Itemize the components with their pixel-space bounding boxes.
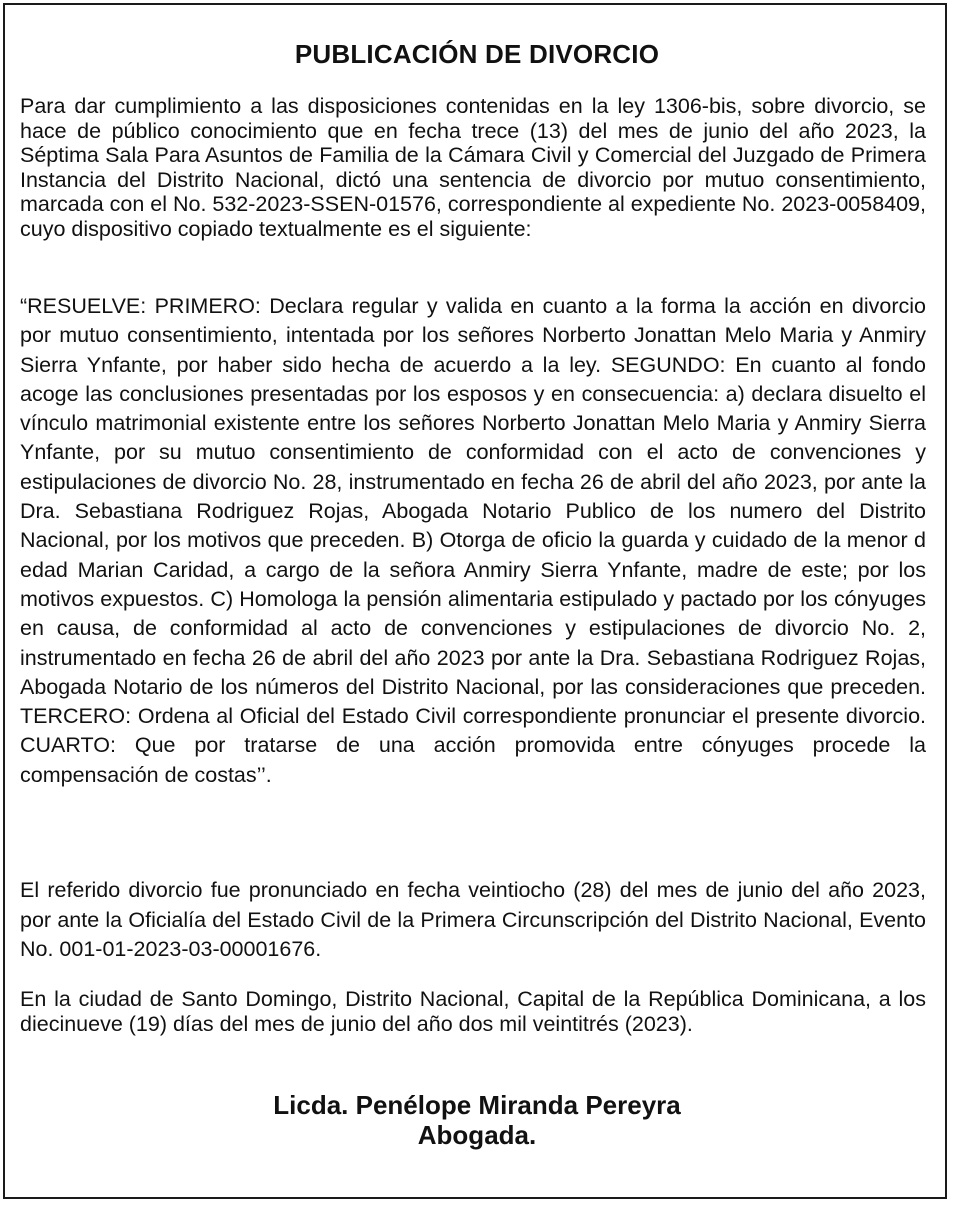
- signature-block: [0, 1090, 954, 1150]
- signature-name: Licda. Penélope Miranda Pereyra: [273, 1090, 681, 1120]
- signature-role: Abogada.: [417, 1120, 537, 1150]
- intro-paragraph: Para dar cumplimiento a las disposiciones contenidas en la ley 1306-bis, sobre divorcio, se hace de público conocimiento que en fecha trece (13) del mes de junio del año 2023, la Séptima Sala Para Asuntos de Familia de la Cámara Civil y Comercial del Juzgado de Primera Instancia del Distrito Nacional, dictó una sentencia de divorcio por mutuo consentimiento, marcada con el No. 532-2023-SSEN-01576, correspondiente al expediente No. 2023-0058409, cuyo dispositivo copiado textualmente es el siguiente:: [20, 94, 926, 241]
- ruling-paragraph: “RESUELVE: PRIMERO: Declara regular y valida en cuanto a la forma la acción en divorcio por mutuo consentimiento, intentada por los señores Norberto Jonattan Melo Maria y Anmiry Sierra Ynfante, por haber sido hecha de acuerdo a la ley. SEGUNDO: En cuanto al fondo acoge las conclusiones presentadas por los esposos y en consecuencia: a) declara disuelto el vínculo matrimonial existente entre los señores Norberto Jonattan Melo Maria y Anmiry Sierra Ynfante, por su mutuo consentimiento de conformidad con el acto de convenciones y estipulaciones de divorcio No. 28, instrumentado en fecha 26 de abril del año 2023, por ante la Dra. Sebastiana Rodriguez Rojas, Abogada Notario Publico de los numero del Distrito Nacional, por los motivos que preceden. B) Otorga de oficio la guarda y cuidado de la menor d edad Marian Caridad, a cargo de la señora Anmiry Sierra Ynfante, madre de este; por los motivos expuestos. C) Homologa la pensión alimentaria estipulado y pactado por los cónyuges en causa, de conformidad al acto de convenciones y estipulaciones de divorcio No. 2, instrumentado en fecha 26 de abril del año 2023 por ante la Dra. Sebastiana Rodriguez Rojas, Abogada Notario de los números del Distrito Nacional, por las consideraciones que preceden. TERCERO: Ordena al Oficial del Estado Civil correspondiente pronunciar el presente divorcio. CUARTO: Que por tratarse de una acción promovida entre cónyuges procede la compensación de costas’’.: [20, 294, 926, 787]
- place-date-paragraph: En la ciudad de Santo Domingo, Distrito Nacional, Capital de la República Dominicana, a los diecinueve (19) días del mes de junio del año dos mil veintitrés (2023).: [20, 987, 926, 1036]
- pronouncement-paragraph: El referido divorcio fue pronunciado en fecha veintiocho (28) del mes de junio del año 2023, por ante la Oficialía del Estado Civil de la Primera Circunscripción del Distrito Nacional, Evento No. 001-01-2023-03-00001676.: [20, 878, 926, 961]
- notice-title: PUBLICACIÓN DE DIVORCIO: [294, 39, 660, 69]
